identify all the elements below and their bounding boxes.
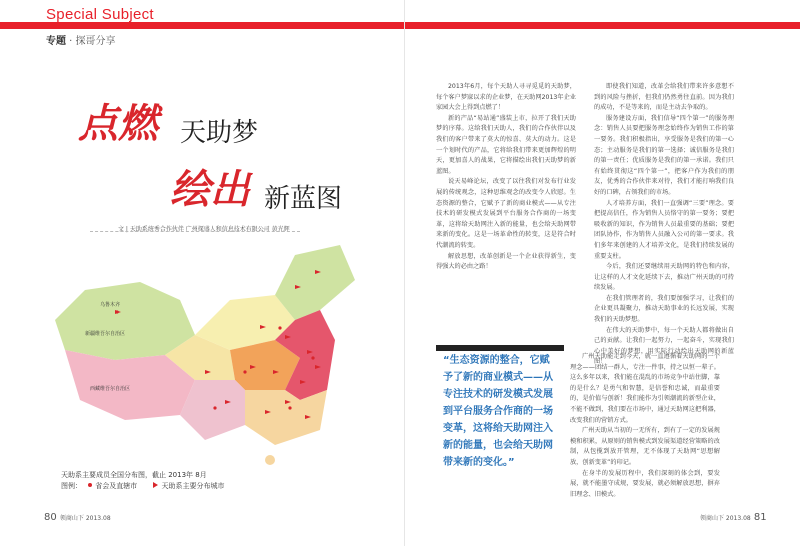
paragraph: 在我们管理者的，我们要加强学习，让我们的企业更具凝聚力，推动天助事业的长远发展，实现我们的天助梦想。 <box>594 294 734 324</box>
title-script-1: 点燃 <box>78 100 158 147</box>
paragraph: 广州天助从当初的一无所有，到有了一定的发展规模和积累，从原则的销售模式到发展渠道经营策略的改制，从包揽到放开管理，无不体现了天助网“思想解放，创新变革”的印记。 <box>570 427 720 466</box>
page-gutter <box>404 0 405 546</box>
paragraph: 即使我们知道，改革会给我们带来许多意想不到的风险与挫折，但我们仍然勇往直前。因为我们的成功，不是等来的，而是主动去争取的。 <box>594 83 734 112</box>
pull-quote: “生态资源的整合，它赋予了新的商业模式——从专注技术的研发模式发展到平台服务合作商的一场变革，这将给天助网注入新的能量，也会给天助网带来新的变化。” <box>443 355 553 468</box>
topic-name: 探哥分享 <box>75 36 116 47</box>
paragraph: 新的产品“易站通”盛装上市，拉开了我们天助梦的序幕。这给我们天助人，我们的合作伙伴以及我们的客户带来了莫大的惊喜、莫大的动力。这是一个划时代的产品，它将给我们带来更加辉煌的明天，更加喜人的战果，它将描绘出我们天助梦的新蓝图。 <box>436 114 576 175</box>
quote-bar <box>436 345 564 351</box>
paragraph: 在伟大的天助梦中，每一个天助人都将做出自己的贡献。让我们一起努力，一起奋斗，实现我们心中美好的梦想，用实际行动绘出天助网的新蓝图！ <box>594 326 734 366</box>
page-number-left: 80 领商山下 2013.08 <box>44 512 111 523</box>
paragraph: 广州天助能走到今天，就一直遵循着天助网的一个理念——团结一群人，专注一件事，持之以恒一辈子。这么多年以来，我们能在混乱的市场竞争中站住脚，靠的是什么？是勇气和智慧，是信誉和忠诚，而最重要的，是价值与创新！我们能作为引领潮流的新型企业，不能不做到，我们要在市场中，通过天助网这把利器，改变我们的营销方式。 <box>570 353 720 424</box>
paragraph: 说天易峰论坛，改变了以往我们对发布行业发展的传统观念，这种思维观念的改变令人欣慰。生态资源的整合，它赋予了新的商业模式——从专注技术的研发模式发展到平台服务合作商的一场变革，这将给天助网注入新的能量，也会给天助网带来新的变化。这是一场革命性的转变，这是符合时代潮流的转变。 <box>436 178 576 249</box>
map-caption <box>61 470 232 492</box>
topic-tag: 专题 <box>46 36 66 47</box>
paragraph: 在身半的发展历程中，我们深刻的体会到，要发展，就不能墨守成规，要发展，就必须解放思想，摒弃旧理念、旧模式。 <box>570 469 720 498</box>
byline: 文 | 天助系统秀合作伙伴 广州探盛人和信息技术有限公司 黄光辉 <box>118 226 290 233</box>
map-caption-title: 天助系主要成员全国分布图，截止 2013年 8月 <box>61 471 207 479</box>
title-script-2: 绘出 <box>170 166 250 213</box>
paragraph: 服务建设方面，我们信导“四个第一”的服务理念：销售人员要把服务理念始终作为销售工作的第一要务。我们积极指出，享受服务是我们的第一心态；主动服务是我们的第一选择；诚信服务是我们的第一责任；优质服务是我们的第一承诺。我们只有始终贯彻这“四个第一”，把客户作为我们的朋友，优秀的合作伙伴来对待，我们才能打响我们良好的口碑，占领我们的市场。 <box>594 114 734 196</box>
paragraph: 2013年6月，每个天助人寻寻觅觅的天助梦，每个客户梦寐以求的企业梦，在天助网2013年企业家园大会上得到点燃了！ <box>436 83 576 112</box>
title-text-2: 新蓝图 <box>264 184 343 214</box>
hainan <box>265 455 275 465</box>
region-xinjiang <box>55 282 195 360</box>
paragraph: 人才培养方面，我们一直强调“三要”理念。要把提高信任，作为销售人员恪守的第一要务；要把吸收新的知识，作为销售人员最重要的基础；要把团队协作，作为销售人员融入公司的第一要求。我们多年来创建的人才培养文化，是我们持续发展的重要支柱。 <box>594 199 734 260</box>
byline-rule <box>90 231 300 232</box>
paragraph: 解放思想，改革创新是一个企业获得新生，变得强大的必由之路！ <box>436 252 576 271</box>
text-column-1 <box>436 82 576 342</box>
page-number-right: 领商山下 2013.08 81 <box>700 512 767 523</box>
legend-label: 图例： <box>61 482 82 490</box>
map-label-xinjiang: 新疆维吾尔自治区 <box>85 331 126 337</box>
body-column-below <box>570 352 720 507</box>
map-label-urumqi: 乌鲁木齐 <box>100 302 121 308</box>
flag-icon <box>153 482 158 488</box>
title-text-1: 天助梦 <box>180 118 259 148</box>
section-subject: Special Subject <box>46 6 154 23</box>
topic-label: 专题 · 探哥分享 <box>46 36 116 47</box>
region-northeast <box>275 245 355 320</box>
china-distribution-map <box>45 240 385 470</box>
header-red-bar <box>0 22 800 29</box>
dot-icon <box>88 483 92 487</box>
legend-city: 天助系主要分布城市 <box>147 481 224 492</box>
paragraph: 今后，我们还要继续用天助网的特色和内容，让这样的人才文化延续下去，推动广州天助的可持续发展。 <box>594 263 734 292</box>
legend-capital: 省会及直辖市 <box>84 481 137 492</box>
map-label-tibet: 西藏维吾尔自治区 <box>90 386 131 392</box>
map-legend <box>61 481 232 492</box>
region-south <box>245 390 327 445</box>
